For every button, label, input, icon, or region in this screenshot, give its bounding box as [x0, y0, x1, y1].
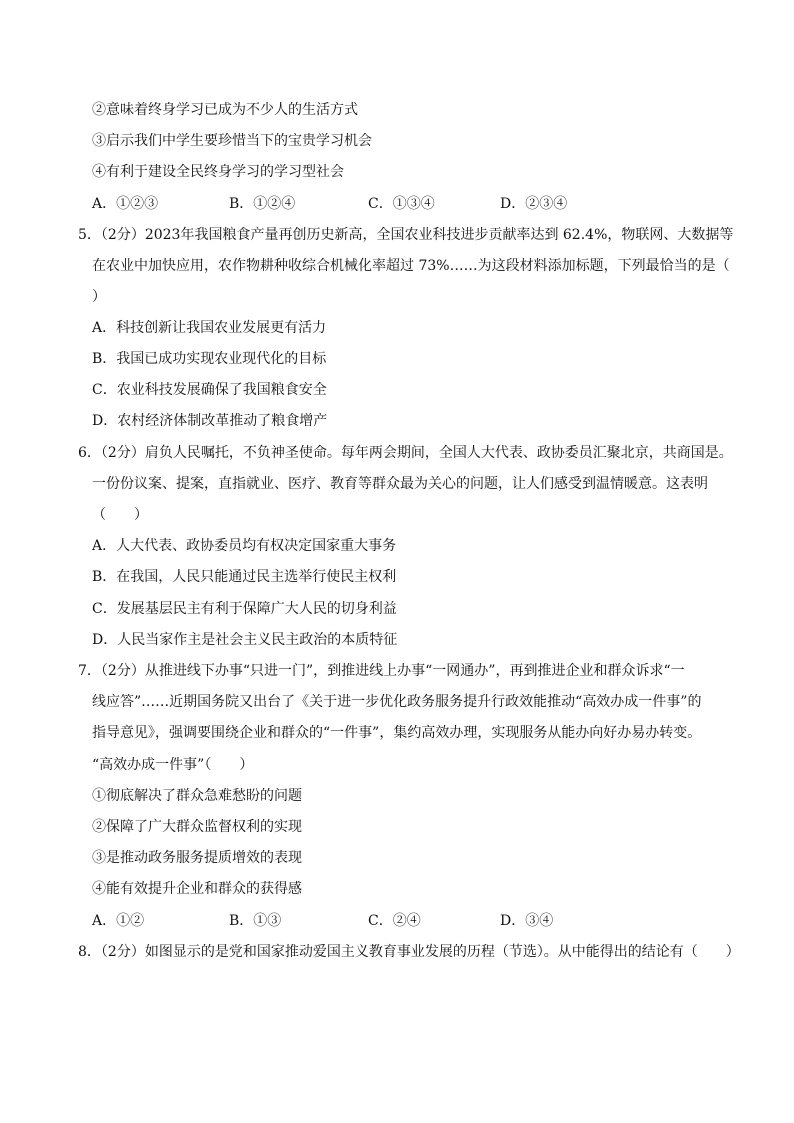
- q5-stem-line-2: 在农业中加快应用，农作物耕种收综合机械化率超过 73%……为这段材料添加标题，下列最恰当的是（: [92, 258, 730, 274]
- q5-stem-line-3: ）: [92, 289, 106, 305]
- q6-option-b[interactable]: B．在我国，人民只能通过民主选举行使民主权利: [92, 569, 397, 585]
- q7-choice-a[interactable]: A．①②: [92, 913, 145, 929]
- q7-choice-d[interactable]: D．③④: [500, 913, 554, 929]
- q7-choices: [92, 911, 732, 931]
- q7-choice-b[interactable]: B．①③: [229, 913, 282, 929]
- q4-choices: [92, 194, 732, 214]
- q7-stem-line-1: 7．（2分）从推进线下办事“只进一门”，到推进线上办事“一网通办”，再到推进企业和群众诉求“一: [78, 663, 685, 679]
- q7-stem-line-3: 指导意见》，强调要围绕企业和群众的“一件事”，集约高效办理，实现服务从能办向好办易办转变。: [92, 725, 702, 741]
- q7-stem-line-4: “高效办成一件事”（ ）: [92, 757, 254, 773]
- q6-stem-line-2: 一份份议案、提案，直指就业、医疗、教育等群众最为关心的问题，让人们感受到温情暖意。这表明: [92, 476, 708, 492]
- q7-statement-3: ③是推动政务服务提质增效的表现: [92, 850, 302, 866]
- q4-choice-b[interactable]: B．①②④: [229, 196, 296, 212]
- q4-statement-4: ④有利于建设全民终身学习的学习型社会: [92, 164, 344, 180]
- q7-statement-2: ②保障了广大群众监督权利的实现: [92, 819, 302, 835]
- q4-statement-2: ②意味着终身学习已成为不少人的生活方式: [92, 102, 358, 118]
- q8-stem-line-1: 8．（2分）如图显示的是党和国家推动爱国主义教育事业发展的历程（节选）。从中能得出的结论有（ ）: [78, 944, 740, 960]
- q5-option-a[interactable]: A．科技创新让我国农业发展更有活力: [92, 320, 327, 336]
- q4-choice-a[interactable]: A．①②③: [92, 196, 159, 212]
- q4-statement-3: ③启示我们中学生要珍惜当下的宝贵学习机会: [92, 133, 372, 149]
- q7-statement-1: ①彻底解决了群众急难愁盼的问题: [92, 788, 302, 804]
- q7-statement-4: ④能有效提升企业和群众的获得感: [92, 881, 302, 897]
- q7-stem-line-2: 线应答”……近期国务院又出台了《关于进一步优化政务服务提升行政效能推动“高效办成一件事”的: [92, 694, 702, 710]
- q5-stem-line-1: 5．（2分）2023年我国粮食产量再创历史新高，全国农业科技进步贡献率达到 62.4%，物联网、大数据等: [78, 227, 734, 243]
- q6-stem-line-1: 6．（2分）肩负人民嘱托，不负神圣使命。每年两会期间，全国人大代表、政协委员汇聚北京，共商国是。: [78, 445, 733, 461]
- q5-option-c[interactable]: C．农业科技发展确保了我国粮食安全: [92, 382, 327, 398]
- q6-option-c[interactable]: C．发展基层民主有利于保障广大人民的切身利益: [92, 601, 397, 617]
- q5-option-d[interactable]: D．农村经济体制改革推动了粮食增产: [92, 413, 328, 429]
- q5-option-b[interactable]: B．我国已成功实现农业现代化的目标: [92, 351, 327, 367]
- q7-choice-c[interactable]: C．②④: [368, 913, 421, 929]
- q6-option-d[interactable]: D．人民当家作主是社会主义民主政治的本质特征: [92, 632, 398, 648]
- q4-choice-d[interactable]: D．②③④: [500, 196, 568, 212]
- q4-choice-c[interactable]: C．①③④: [368, 196, 435, 212]
- q6-option-a[interactable]: A．人大代表、政协委员均有权决定国家重大事务: [92, 538, 397, 554]
- q6-stem-line-3: （ ）: [92, 507, 148, 523]
